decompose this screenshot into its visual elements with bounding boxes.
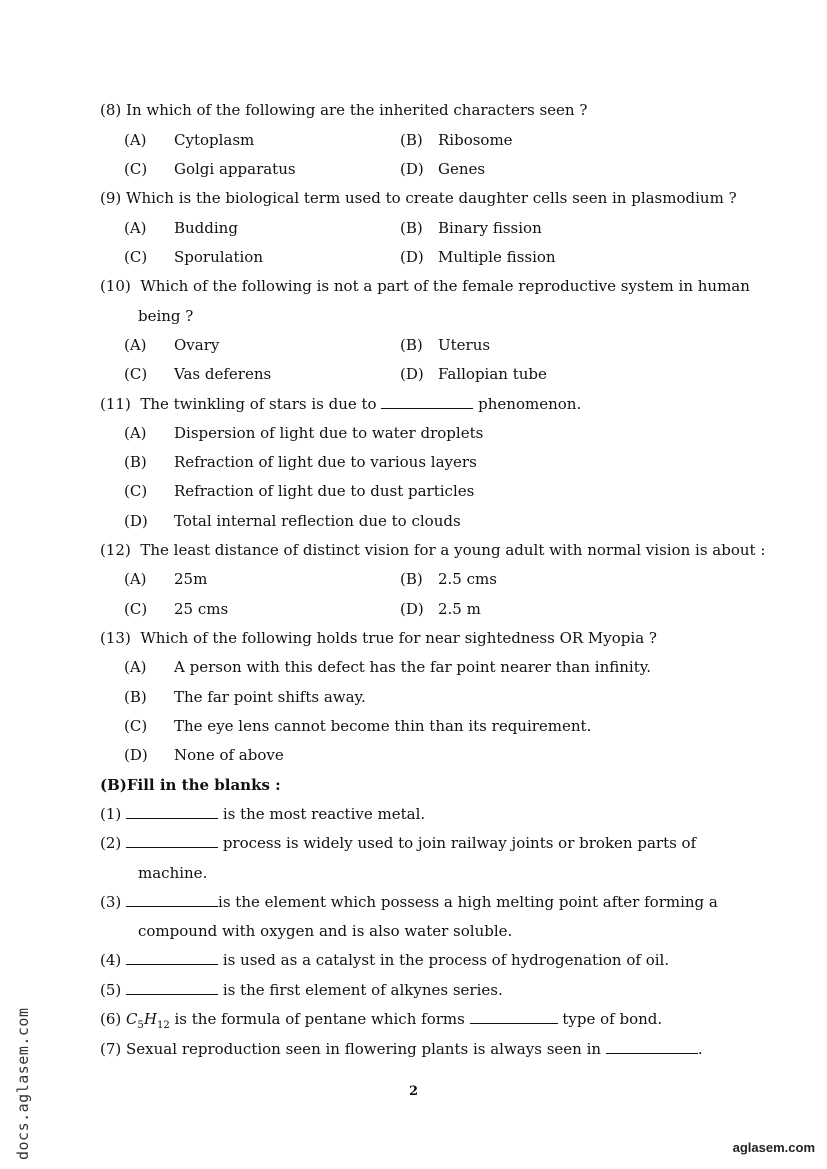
option: (B) Ribosome xyxy=(400,131,513,149)
section-b-heading: (B)Fill in the blanks : xyxy=(100,776,281,794)
option: (B) Refraction of light due to various layers xyxy=(124,453,477,471)
fill-item-3-continued: compound with oxygen and is also water soluble. xyxy=(138,922,513,940)
answer-blank[interactable] xyxy=(126,836,218,848)
option: (D) None of above xyxy=(124,746,284,764)
question-10: (10) Which of the following is not a part of the female reproductive system in human xyxy=(100,277,750,295)
option: (A) A person with this defect has the far point nearer than infinity. xyxy=(124,658,652,676)
answer-blank[interactable] xyxy=(126,807,218,819)
option: (B) 2.5 cms xyxy=(400,570,497,588)
fill-item-2: (2) process is widely used to join railway joints or broken parts of xyxy=(100,834,697,852)
option: (C) Vas deferens xyxy=(124,365,272,383)
question-11: (11) The twinkling of stars is due to phenomenon. xyxy=(100,395,582,413)
fill-item-2-continued: machine. xyxy=(138,864,208,882)
question-9: (9) Which is the biological term used to create daughter cells seen in plasmodium ? xyxy=(100,189,737,207)
fill-item-3: (3) is the element which possess a high melting point after forming a xyxy=(100,893,718,911)
pentane-formula: $C_5H_{12}$ xyxy=(126,1010,170,1031)
question-13: (13) Which of the following holds true for near sightedness OR Myopia ? xyxy=(100,629,657,647)
option: (C) Refraction of light due to dust particles xyxy=(124,482,475,500)
option: (A) Cytoplasm xyxy=(124,131,255,149)
option: (C) Sporulation xyxy=(124,248,263,266)
answer-blank[interactable] xyxy=(126,953,218,965)
fill-item-1: (1) is the most reactive metal. xyxy=(100,805,426,823)
option: (B) Uterus xyxy=(400,336,491,354)
answer-blank[interactable] xyxy=(126,895,218,907)
option: (A) Budding xyxy=(124,219,238,237)
option: (D) Total internal reflection due to clouds xyxy=(124,512,461,530)
option: (A) 25m xyxy=(124,570,208,588)
option: (C) 25 cms xyxy=(124,600,229,618)
answer-blank[interactable] xyxy=(606,1042,698,1054)
option: (C) The eye lens cannot become thin than its requirement. xyxy=(124,717,592,735)
watermark-url: docs.aglasem.com xyxy=(14,1007,32,1160)
question-10-continued: being ? xyxy=(138,307,194,325)
option: (D) Fallopian tube xyxy=(400,365,547,383)
option: (B) Binary fission xyxy=(400,219,542,237)
brand-label: aglasem.com xyxy=(732,1140,815,1155)
fill-item-6: (6) $C_5H_{12}$ is the formula of pentane which forms type of bond. xyxy=(100,1010,663,1031)
option: (D) Genes xyxy=(400,160,486,178)
question-number: (8) xyxy=(100,101,122,119)
fill-item-7: (7) Sexual reproduction seen in flowering plants is always seen in . xyxy=(100,1040,703,1058)
fill-item-5: (5) is the first element of alkynes series. xyxy=(100,981,503,999)
page-number: 2 xyxy=(409,1084,419,1099)
option: (D) 2.5 m xyxy=(400,600,481,618)
answer-blank[interactable] xyxy=(381,397,473,409)
answer-blank[interactable] xyxy=(470,1012,558,1024)
question-text: In which of the following are the inherited characters seen ? xyxy=(126,101,588,119)
answer-blank[interactable] xyxy=(126,983,218,995)
fill-item-4: (4) is used as a catalyst in the process of hydrogenation of oil. xyxy=(100,951,670,969)
option: (C) Golgi apparatus xyxy=(124,160,296,178)
option: (D) Multiple fission xyxy=(400,248,556,266)
question-8 xyxy=(100,101,587,119)
option: (A) Dispersion of light due to water droplets xyxy=(124,424,484,442)
question-12: (12) The least distance of distinct vision for a young adult with normal vision is about : xyxy=(100,541,766,559)
option: (B) The far point shifts away. xyxy=(124,688,366,706)
option: (A) Ovary xyxy=(124,336,220,354)
